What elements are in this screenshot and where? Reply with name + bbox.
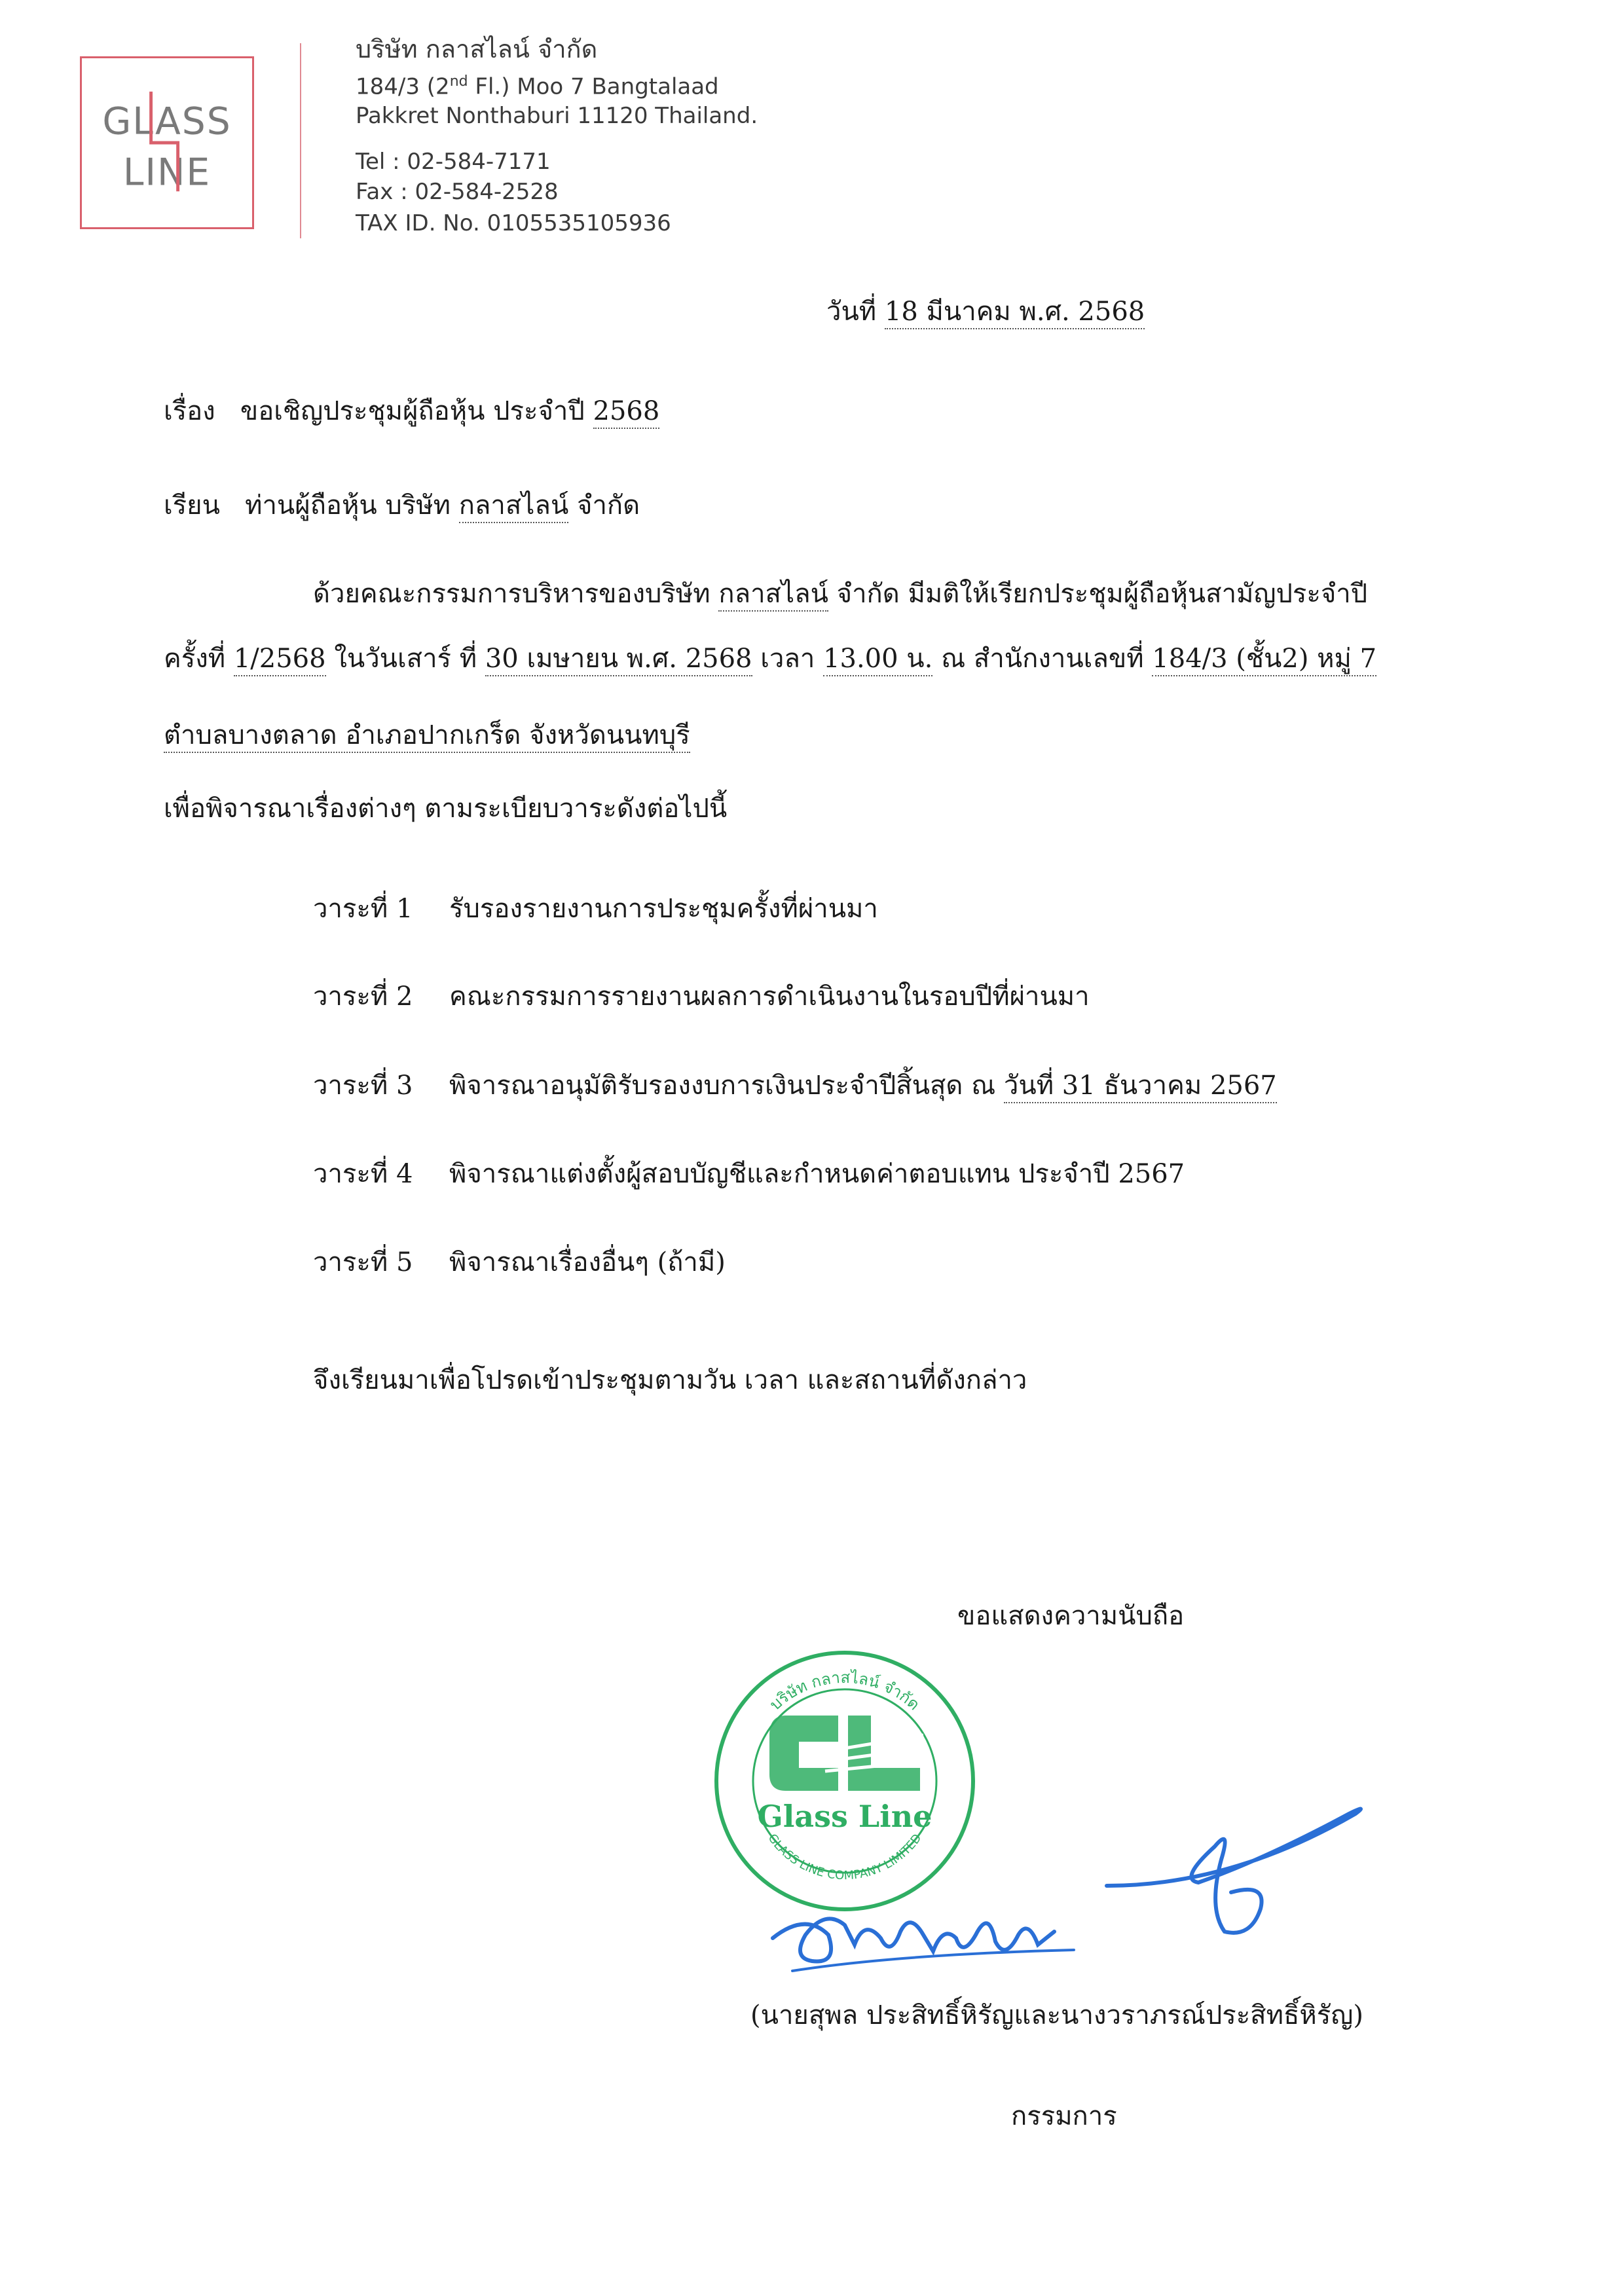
para2-a: ครั้งที่ xyxy=(164,644,226,674)
agenda-item xyxy=(313,1161,1185,1187)
header-divider xyxy=(300,43,301,238)
agenda-item xyxy=(313,983,1090,1010)
address-line-1-sup: nd xyxy=(449,73,468,90)
agenda-text: คณะกรรมการรายงานผลการดำเนินงานในรอบปีที่ผ่านมา xyxy=(449,982,1090,1012)
subject-text: ขอเชิญประชุมผู้ถือหุ้น ประจำปี xyxy=(240,396,585,426)
recipient-line xyxy=(164,492,640,519)
address-line-1-post: Fl.) Moo 7 Bangtalaad xyxy=(468,73,719,100)
agenda-number: วาระที่ 1 xyxy=(313,894,413,924)
meeting-date: 30 เมษายน พ.ศ. 2568 xyxy=(485,644,752,676)
subject-label: เรื่อง xyxy=(164,396,215,426)
subject-line xyxy=(164,398,659,424)
agenda-intro: เพื่อพิจารณาเรื่องต่างๆ ตามระเบียบวาระดังต่อไปนี้ xyxy=(164,794,728,824)
stamp-text-center: Glass Line xyxy=(757,1799,932,1834)
stamp-text-bottom: GLASS LINE COMPANY LIMITED xyxy=(765,1831,925,1883)
para2-c: เวลา xyxy=(760,644,815,674)
agenda-text: พิจารณาแต่งตั้งผู้สอบบัญชีและกำหนดค่าตอบแทน ประจำปี 2567 xyxy=(449,1159,1185,1189)
regards: ขอแสดงความนับถือ xyxy=(957,1601,1185,1631)
agenda-item xyxy=(313,896,878,922)
meeting-location: ตำบลบางตลาด อำเภอปากเกร็ด จังหวัดนนทบุรี xyxy=(164,720,690,753)
agenda-text-underlined: วันที่ 31 ธันวาคม 2567 xyxy=(1004,1071,1277,1103)
agenda-number: วาระที่ 5 xyxy=(313,1247,413,1277)
body-paragraph-line-1 xyxy=(313,581,1367,607)
signer-position: กรรมการ xyxy=(1011,2101,1117,2131)
agenda-number: วาระที่ 2 xyxy=(313,982,413,1012)
meeting-time: 13.00 น. xyxy=(823,644,932,676)
to-label: เรียน xyxy=(164,490,220,521)
stamp-stripes xyxy=(825,1735,923,1771)
stamp-letter-g xyxy=(769,1716,838,1791)
company-logo xyxy=(80,56,254,229)
agenda-number: วาระที่ 4 xyxy=(313,1159,413,1189)
subject-year: 2568 xyxy=(593,396,660,429)
signature-1 xyxy=(766,1873,1094,1984)
meeting-number: 1/2568 xyxy=(234,644,326,676)
to-company: กลาสไลน์ xyxy=(459,490,569,523)
para1-post: จำกัด มีมติให้เรียกประชุมผู้ถือหุ้นสามัญประจำปี xyxy=(836,579,1368,609)
letter-date xyxy=(826,299,1145,325)
para2-d: ณ สำนักงานเลขที่ xyxy=(941,644,1144,674)
para1-pre: ด้วยคณะกรรมการบริหารของบริษัท xyxy=(313,579,710,609)
closing-sentence: จึงเรียนมาเพื่อโปรดเข้าประชุมตามวัน เวลา และสถานที่ดังกล่าว xyxy=(313,1365,1027,1395)
logo-text-top: GLASS xyxy=(102,100,232,143)
body-paragraph-line-2 xyxy=(164,646,1376,672)
address-line-2: Pakkret Nonthaburi 11120 Thailand. xyxy=(356,103,758,129)
agenda-number: วาระที่ 3 xyxy=(313,1071,413,1101)
fax: Fax : 02-584-2528 xyxy=(356,179,559,205)
signature-2-stroke xyxy=(1107,1809,1361,1933)
para2-b: ในวันเสาร์ ที่ xyxy=(334,644,477,674)
address-line-1 xyxy=(356,75,719,98)
to-text-pre: ท่านผู้ถือหุ้น บริษัท xyxy=(245,490,451,521)
agenda-text: พิจารณาเรื่องอื่นๆ (ถ้ามี) xyxy=(449,1247,726,1277)
to-text-post: จำกัด xyxy=(577,490,640,521)
address-line-1-pre: 184/3 (2 xyxy=(356,73,450,100)
para1-company: กลาสไลน์ xyxy=(718,579,828,612)
agenda-text: พิจารณาอนุมัติรับรองงบการเงินประจำปีสิ้นสุด ณ xyxy=(449,1071,996,1101)
agenda-item xyxy=(313,1249,726,1276)
date-label: วันที่ xyxy=(826,297,877,327)
telephone: Tel : 02-584-7171 xyxy=(356,149,551,175)
stamp-text-top: บริษัท กลาสไลน์ จำกัด xyxy=(766,1668,924,1714)
meeting-address: 184/3 (ชั้น2) หมู่ 7 xyxy=(1152,644,1376,676)
logo-graphic xyxy=(82,58,252,227)
signer-name: (นายสุพล ประสิทธิ์หิรัญและนางวราภรณ์ประสิทธิ์หิรัญ) xyxy=(750,2000,1363,2030)
logo-text-bottom: LINE xyxy=(122,151,212,194)
tax-id: TAX ID. No. 0105535105936 xyxy=(356,210,671,236)
signature-1-stroke xyxy=(773,1919,1054,1961)
agenda-item xyxy=(313,1073,1277,1099)
signature-2 xyxy=(1100,1788,1375,1945)
body-paragraph-line-3 xyxy=(164,722,690,748)
company-name-thai: บริษัท กลาสไลน์ จำกัด xyxy=(356,35,598,64)
agenda-text: รับรองรายงานการประชุมครั้งที่ผ่านมา xyxy=(449,894,878,924)
date-value: 18 มีนาคม พ.ศ. 2568 xyxy=(885,297,1145,329)
